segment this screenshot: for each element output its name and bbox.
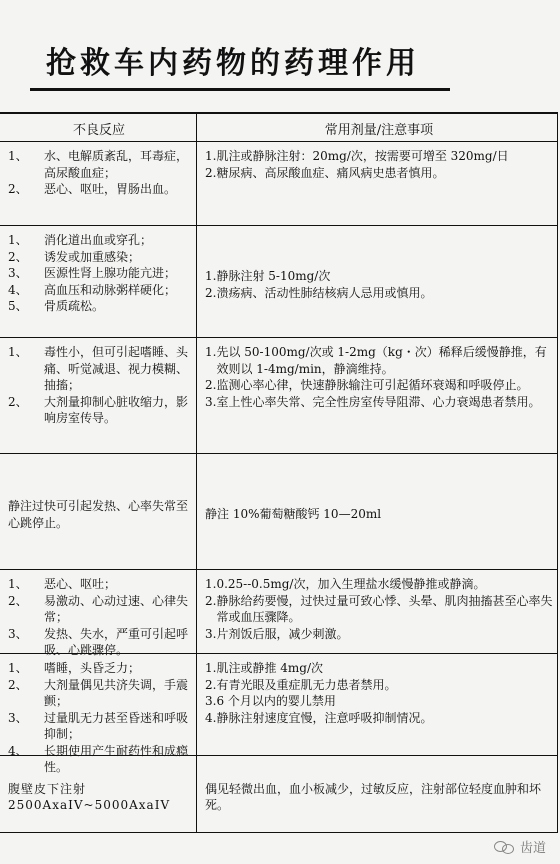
dosage-item [205,660,553,677]
item-text: 静脉给药要慢，过快过量可致心悸、头晕、肌肉抽搐甚至心率失常或血压骤降。 [216,593,553,624]
item-text: 监测心率心律，快速静脉输注可引起循环衰竭和呼吸停止。 [216,378,529,392]
item-number: 4. [205,710,217,725]
page-title: 抢救车内药物的药理作用 [46,46,420,81]
dosage-text: 静注 10%葡萄糖酸钙 10—20ml [205,507,382,522]
table-row [0,756,557,832]
dosage-cell [197,570,557,653]
adverse-cell [0,338,197,453]
item-text: 骨质疏松。 [44,299,105,313]
item-text: 大剂量偶见共济失调，手震颤； [44,677,189,708]
adverse-item [8,298,190,315]
item-number: 1. [205,269,217,283]
adverse-item [8,660,190,677]
item-number: 1、 [8,345,28,359]
adverse-item [8,148,190,181]
dosage-item [205,268,553,285]
dosage-item [205,710,553,727]
table-row [0,226,557,338]
item-number: 2. [205,378,217,392]
item-text: 大剂量抑制心脏收缩力，影响房室传导。 [44,394,189,425]
table-row [0,338,557,454]
item-text: 0.25--0.5mg/次，加入生理盐水缓慢静推或静滴。 [216,577,486,591]
dosage-text: 偶见轻微出血，血小板减少，过敏反应，注射部位轻度血肿和坏死。 [205,781,542,812]
dosage-item [205,394,553,411]
table-row [0,142,557,226]
item-text: 恶心、呕吐； [44,577,117,591]
adverse-item [8,249,190,266]
adverse-item [8,677,190,710]
header-adverse-reactions: 不良反应 [0,114,197,141]
adverse-item [8,394,190,427]
table-row [0,654,557,774]
item-text: 有青光眼及重症肌无力患者禁用。 [216,677,397,692]
item-number: 2. [205,677,217,692]
item-number: 2、 [8,249,28,264]
adverse-item [8,710,190,743]
item-text: 水、电解质紊乱，耳毒症，高尿酸血症； [44,149,189,180]
dosage-cell [197,226,557,337]
item-text: 肌注或静脉注射：20mg/次，按需要可增至 320mg/日 [216,149,509,163]
item-number: 1、 [8,149,28,163]
item-number: 4、 [8,282,28,297]
item-number: 2. [205,165,217,180]
item-number: 2、 [8,677,28,692]
item-text: 高血压和动脉粥样硬化； [44,282,177,297]
item-text: 发热、失水，严重可引起呼吸、心跳骤停。 [44,626,189,657]
adverse-item [8,344,190,394]
item-text: 溃疡病、活动性肺结核病人忌用或慎用。 [216,285,433,300]
dosage-item [205,693,553,710]
item-number: 1. [205,577,217,591]
wechat-logo-icon [494,840,516,854]
item-text: 诱发或加重感染； [44,249,141,264]
table-row [0,454,557,570]
item-number: 5、 [8,299,28,313]
dosage-item [205,677,553,694]
dosage-cell [197,338,557,453]
dosage-item [205,285,553,302]
adverse-text: 腹壁皮下注射 2500AxaIV~5000AxaIV [8,781,171,812]
dosage-item [205,377,553,394]
item-text: 恶心、呕吐，胃肠出血。 [44,182,177,196]
item-number: 4、 [8,743,28,758]
adverse-item [8,181,190,198]
item-number: 3. [205,626,217,641]
item-text: 消化道出血或穿孔； [44,233,153,247]
item-text: 先以 50-100mg/次或 1-2mg（kg・次）稀释后缓慢静推，有效则以 1-4mg/min，静滴维持。 [216,345,547,376]
item-number: 1、 [8,661,28,675]
adverse-cell [0,454,197,569]
dosage-item [205,626,553,643]
adverse-item [8,576,190,593]
dosage-item [205,344,553,377]
item-number: 3. [205,694,217,708]
item-number: 2. [205,593,217,608]
item-number: 3. [205,394,217,409]
item-number: 3、 [8,626,28,641]
adverse-cell [0,142,197,225]
item-text: 肌注或静推 4mg/次 [216,661,324,675]
dosage-cell [197,142,557,225]
item-number: 2、 [8,182,28,196]
adverse-item [8,265,190,282]
item-number: 2、 [8,394,28,409]
drug-table [0,112,558,833]
adverse-cell [0,654,197,774]
item-text: 6 个月以内的婴儿禁用 [216,694,336,708]
item-text: 过量肌无力甚至昏迷和呼吸抑制； [44,710,189,741]
title-underline [30,88,450,91]
header-dosage-notes: 常用剂量/注意事项 [324,123,434,138]
item-text: 静脉注射 5-10mg/次 [216,269,331,283]
item-text: 室上性心率失常、完全性房室传导阻滞、心力衰竭患者禁用。 [216,394,541,409]
adverse-cell [0,226,197,337]
item-number: 3、 [8,266,28,280]
watermark-text: 齿道 [519,841,546,856]
dosage-item [205,593,553,626]
table-row [0,570,557,657]
item-number: 1. [205,345,217,359]
item-text: 毒性小，但可引起嗜睡、头痛、听觉减退、视力模糊、抽搐； [44,345,189,392]
item-number: 2、 [8,593,28,608]
adverse-text: 静注过快可引起发热、心率失常至心跳停止。 [8,499,189,530]
dosage-cell [197,756,557,832]
adverse-cell [0,756,197,832]
item-text: 长期使用产生耐药性和成瘾性。 [44,743,189,774]
item-number: 1. [205,149,217,163]
item-text: 片剂饭后服，减少刺激。 [216,626,349,641]
item-text: 医源性肾上腺功能亢进； [44,266,177,280]
watermark [494,837,546,856]
item-text: 静脉注射速度宜慢，注意呼吸抑制情况。 [216,710,433,725]
item-number: 3、 [8,710,28,725]
item-text: 易激动、心动过速、心律失常； [44,593,189,624]
table-header-row [0,114,557,142]
dosage-cell [197,454,557,569]
item-number: 1、 [8,233,28,247]
item-number: 2. [205,285,217,300]
dosage-item [205,148,553,165]
item-number: 1. [205,661,217,675]
dosage-item [205,576,553,593]
adverse-item [8,593,190,626]
adverse-item [8,232,190,249]
item-number: 1、 [8,577,28,591]
dosage-item [205,165,553,182]
adverse-cell [0,570,197,657]
item-text: 嗜睡，头昏乏力； [44,661,141,675]
dosage-cell [197,654,557,755]
item-text: 糖尿病、高尿酸血症、痛风病史患者慎用。 [216,165,445,180]
adverse-item [8,282,190,299]
